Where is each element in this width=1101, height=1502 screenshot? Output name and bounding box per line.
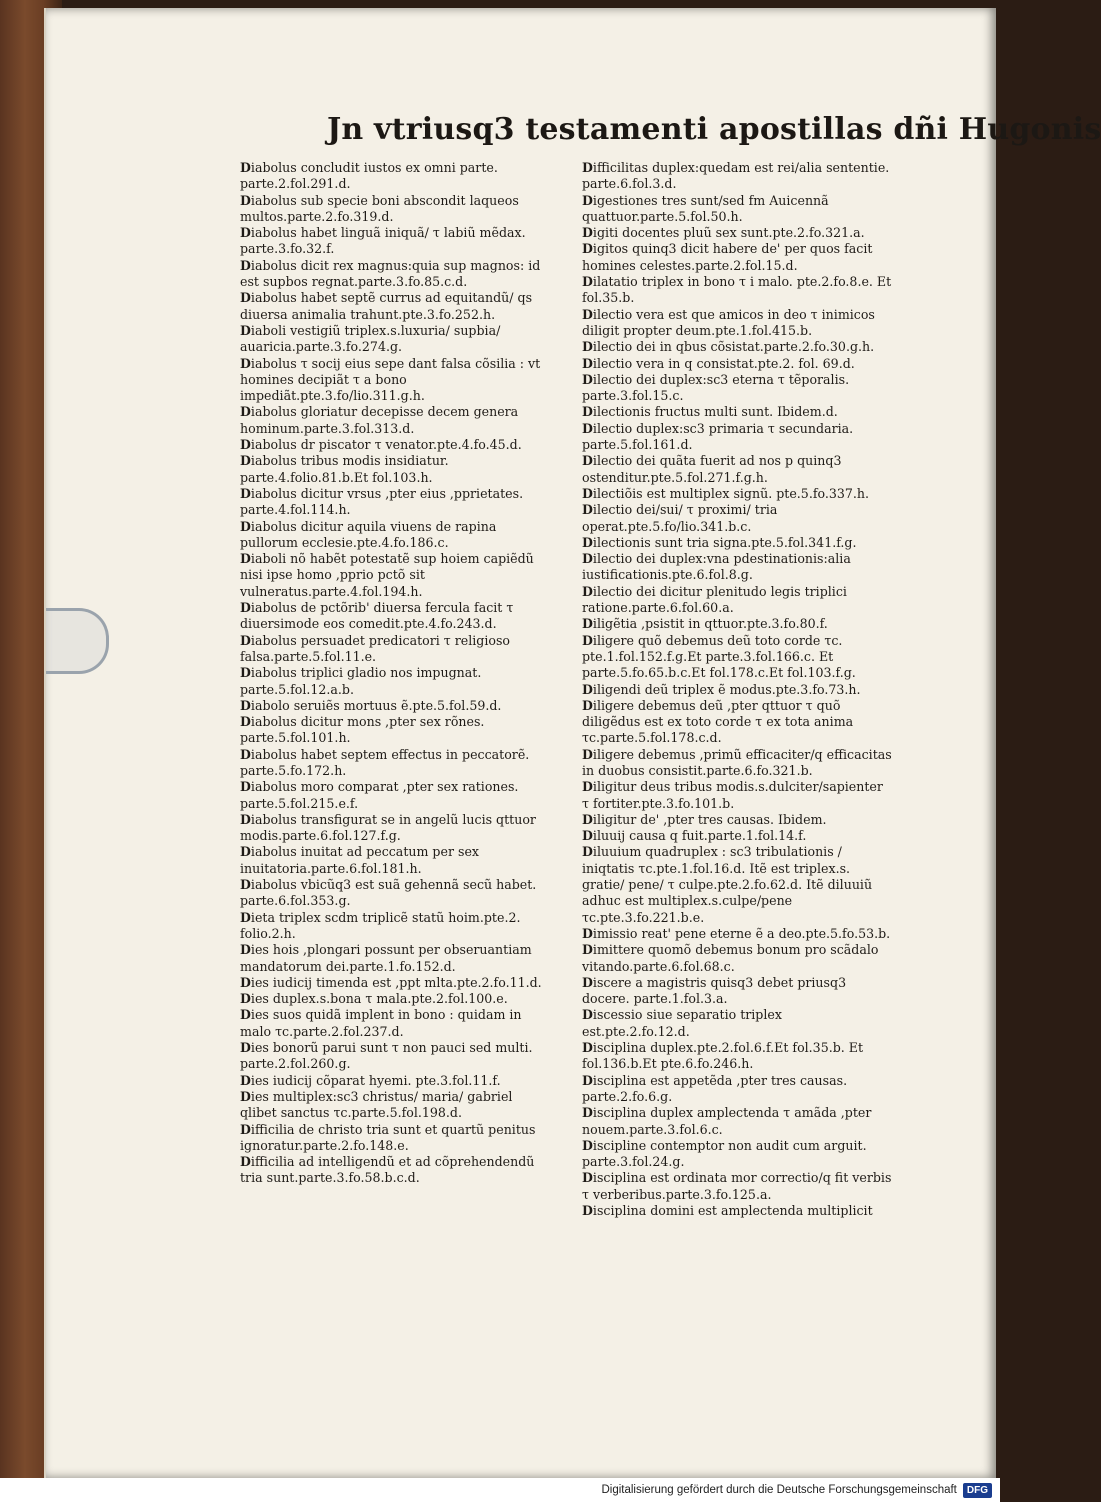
index-entry: Diabolus inuitat ad peccatum per sex inuitatoria.parte.6.fol.181.h.: [240, 844, 479, 876]
dfg-logo: DFG: [963, 1483, 992, 1498]
index-entry: Discessio siue separatio triplex est.pte.2.fo.12.d.: [582, 1007, 782, 1039]
index-entry: Dilectio dei/sui/ τ proximi/ tria operat.pte.5.fo/lio.341.b.c.: [582, 502, 778, 534]
index-entry: Difficilitas duplex:quedam est rei/alia sententie. parte.6.fol.3.d.: [582, 160, 890, 192]
index-entry: Diabolo seruiẽs mortuus ẽ.pte.5.fol.59.d.: [240, 697, 502, 713]
index-entry: Dies multiplex:sc3 christus/ maria/ gabriel qlibet sanctus τc.parte.5.fol.198.d.: [240, 1088, 513, 1121]
index-entry: Diabolus habet linguã iniquã/ τ labiũ mẽdax. parte.3.fo.32.f.: [240, 225, 526, 257]
index-entry: Dilatatio triplex in bono τ i malo. pte.2.fo.8.e. Et fol.35.b.: [582, 274, 892, 306]
index-entry: Diabolus concludit iustos ex omni parte. parte.2.fol.291.d.: [240, 160, 498, 192]
index-entry: Dies iudicij cõparat hyemi. pte.3.fol.11.f.: [240, 1072, 501, 1088]
index-entry: Digiti docentes pluũ sex sunt.pte.2.fo.321.a.: [582, 225, 865, 241]
index-entry: Dilectiõis est multiplex signũ. pte.5.fo.337.h.: [582, 485, 870, 501]
index-entry: Diabolus triplici gladio nos impugnat. parte.5.fol.12.a.b.: [240, 665, 482, 697]
index-entry: Dies hois ,plongari possunt per obseruantiam mandatorum dei.parte.1.fo.152.d.: [240, 942, 532, 974]
index-entry: Difficilia de christo tria sunt et quartũ penitus ignoratur.parte.2.fo.148.e.: [240, 1121, 536, 1153]
index-entry: Dilectio dei in qbus cõsistat.parte.2.fo.30.g.h.: [582, 339, 875, 355]
paper-clip: [46, 608, 109, 674]
index-entry: Diabolus τ socij eius sepe dant falsa cõsilia : vt homines decipiãt τ a bono impediãt.pte.3.fo/lio.311.g.h.: [240, 355, 541, 404]
index-entry: Dies duplex.s.bona τ mala.pte.2.fol.100.e.: [240, 991, 508, 1007]
index-entry: Diaboli vestigiũ triplex.s.luxuria/ supbia/ auaricia.parte.3.fo.274.g.: [240, 322, 501, 355]
index-entry: Disciplina est ordinata mor correctio/q fit verbis τ verberibus.parte.3.fo.125.a.: [582, 1170, 892, 1202]
index-entry: Dilectio vera est que amicos in deo τ inimicos diligit propter deum.pte.1.fol.415.b.: [582, 306, 875, 338]
index-entry: Diligere debemus deũ ,pter qttuor τ quõ diligẽdus est ex toto corde τ ex tota anima τc.parte.5.fol.178.c.d.: [582, 697, 854, 746]
index-entry: Diabolus gloriatur decepisse decem genera hominum.parte.3.fol.313.d.: [240, 404, 519, 436]
index-entry: Dieta triplex scdm triplicẽ statũ hoim.pte.2. folio.2.h.: [240, 909, 521, 941]
index-entry: Diabolus vbicũq3 est suã gehennã secũ habet. parte.6.fol.353.g.: [240, 877, 537, 909]
index-entry: Diligendi deũ triplex ẽ modus.pte.3.fo.73.h.: [582, 681, 861, 697]
index-entry: Diabolus dr piscator τ venator.pte.4.fo.45.d.: [240, 437, 522, 453]
index-entry: Diligere debemus ,primũ efficaciter/q efficacitas in duobus consistit.parte.6.fo.321.b.: [582, 746, 892, 778]
index-entry: Digestiones tres sunt/sed fm Auicennã quattuor.parte.5.fol.50.h.: [582, 192, 829, 224]
index-entry: Dies bonorũ parui sunt τ non pauci sed multi. parte.2.fol.260.g.: [240, 1040, 533, 1072]
index-entry: Diabolus tribus modis insidiatur. parte.4.folio.81.b.Et fol.103.h.: [240, 453, 449, 485]
index-entry: Diabolus habet septem effectus in peccatorẽ. parte.5.fo.172.h.: [240, 746, 530, 778]
index-entry: Dies iudicij timenda est ,ppt mlta.pte.2.fo.11.d.: [240, 974, 542, 990]
right-column: [570, 160, 892, 1219]
index-entry: Diabolus moro comparat ,pter sex rationes. parte.5.fol.215.e.f.: [240, 779, 519, 811]
index-entry: Dilectionis sunt tria signa.pte.5.fol.341.f.g.: [582, 534, 857, 550]
index-entry: Disciplina est appetẽda ,pter tres causas. parte.2.fo.6.g.: [582, 1072, 848, 1104]
index-entry: Diabolus sub specie boni abscondit laqueos multos.parte.2.fo.319.d.: [240, 192, 519, 224]
index-entry: Diabolus dicitur mons ,pter sex rõnes. parte.5.fol.101.h.: [240, 714, 485, 746]
index-entry: Diligitur deus tribus modis.s.dulciter/sapienter τ fortiter.pte.3.fo.101.b.: [582, 779, 883, 811]
index-entry: Diligere quõ debemus deũ toto corde τc. pte.1.fol.152.f.g.Et parte.3.fol.166.c. Et parte.5.fo.65.b.c.Et fol.178.c.Et fol.103.f.g.: [582, 632, 856, 681]
index-entry: Diabolus de pctõrib' diuersa fercula facit τ diuersimode eos comedit.pte.4.fo.243.d.: [240, 600, 514, 632]
index-entry: Dilectio dei quãta fuerit ad nos p quinq3 ostenditur.pte.5.fol.271.f.g.h.: [582, 453, 842, 485]
left-column: [228, 160, 550, 1187]
index-entry: Diabolus dicit rex magnus:quia sup magnos: id est supbos regnat.parte.3.fo.85.c.d.: [240, 257, 541, 290]
index-entry: Diligẽtia ,psistit in qttuor.pte.3.fo.80.f.: [582, 616, 828, 632]
index-entry: Diabolus persuadet predicatori τ religioso falsa.parte.5.fol.11.e.: [240, 632, 510, 664]
index-entry: Discipline contemptor non audit cum arguit. parte.3.fol.24.g.: [582, 1137, 867, 1170]
index-entry: Dilectio dei duplex:sc3 eterna τ tẽporalis. parte.3.fol.15.c.: [582, 371, 850, 404]
index-entry: Difficilia ad intelligendũ et ad cõprehendendũ tria sunt.parte.3.fo.58.b.c.d.: [240, 1154, 535, 1186]
index-entry: Dimittere quomõ debemus bonum pro scãdalo vitando.parte.6.fol.68.c.: [582, 942, 879, 974]
index-entry: Diabolus dicitur aquila viuens de rapina pullorum ecclesie.pte.4.fo.186.c.: [240, 518, 497, 550]
index-entry: Dies suos quidã implent in bono : quidam in malo τc.parte.2.fol.237.d.: [240, 1007, 522, 1039]
index-entry: Dilectio vera in q consistat.pte.2. fol. 69.d.: [582, 355, 855, 371]
index-entry: Diabolus habet septẽ currus ad equitandũ/ qs diuersa animalia trahunt.pte.3.fo.252.h.: [240, 290, 533, 322]
index-entry: Diabolus dicitur vrsus ,pter eius ,pprietates. parte.4.fol.114.h.: [240, 485, 524, 518]
index-entry: Diligitur de' ,pter tres causas. Ibidem.: [582, 811, 827, 827]
footer-bar: [0, 1478, 1000, 1502]
index-entry: Discere a magistris quisq3 debet priusq3 docere. parte.1.fol.3.a.: [582, 974, 847, 1007]
index-entry: Diabolus transfigurat se in angelũ lucis qttuor modis.parte.6.fol.127.f.g.: [240, 811, 536, 844]
index-entry: Disciplina duplex amplectenda τ amãda ,pter nouem.parte.3.fol.6.c.: [582, 1105, 872, 1137]
footer-text: Digitalisierung gefördert durch die Deutsche Forschungsgemeinschaft: [601, 1484, 957, 1496]
index-entry: Dilectio duplex:sc3 primaria τ secundaria. parte.5.fol.161.d.: [582, 420, 854, 453]
page-heading: Jn vtriusq3 testamenti apostillas dñi Hugonis: [327, 112, 1101, 147]
index-entry: Disciplina duplex.pte.2.fol.6.f.Et fol.35.b. Et fol.136.b.Et pte.6.fo.246.h.: [582, 1040, 864, 1072]
index-entry: Dimissio reat' pene eterne ẽ a deo.pte.5.fo.53.b.: [582, 925, 891, 941]
index-entry: Disciplina domini est amplectenda multiplicit: [582, 1203, 873, 1218]
index-entry: Diaboli nõ habẽt potestatẽ sup hoiem capiẽdũ nisi ipse homo ,pprio pctõ sit vulneratus.parte.4.fol.194.h.: [240, 551, 534, 599]
index-entry: Digitos quinq3 dicit habere de' per quos facit homines celestes.parte.2.fol.15.d.: [582, 241, 873, 273]
index-entry: Dilectio dei dicitur plenitudo legis triplici ratione.parte.6.fol.60.a.: [582, 583, 847, 616]
index-entry: Dilectionis fructus multi sunt. Ibidem.d.: [582, 404, 838, 420]
index-entry: Diluuij causa q fuit.parte.1.fol.14.f.: [582, 828, 807, 844]
index-entry: Diluuium quadruplex : sc3 tribulationis / iniqtatis τc.pte.1.fol.16.d. Itẽ est triplex.s. gratie/ pene/ τ culpe.pte.2.fo.62.d. Itẽ diluuiũ adhuc est multiplex.s.culpe/pene τc.pte.3.fo.221.b.e.: [582, 844, 873, 925]
index-entry: Dilectio dei duplex:vna pdestinationis:alia iustificationis.pte.6.fol.8.g.: [582, 551, 851, 583]
